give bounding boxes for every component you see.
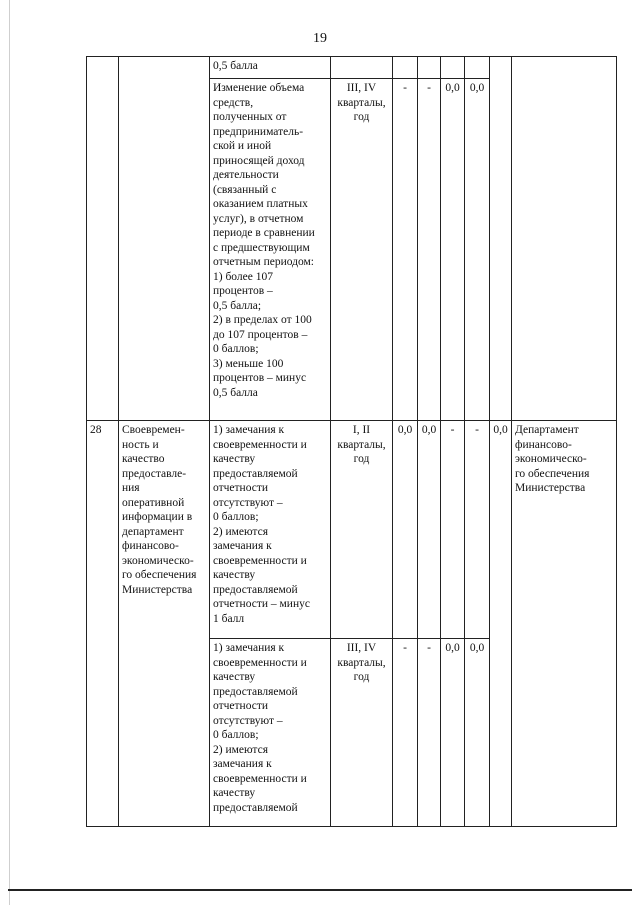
criteria-table [86,56,617,827]
cell-value: - [418,639,441,827]
cell-value [441,57,465,79]
cell-value: 0,0 [441,79,465,421]
page-bottom-rule [8,889,632,891]
cell-value: - [393,79,418,421]
cell-value: 0,0 [465,639,490,827]
cell-value [418,57,441,79]
cell-responsible [512,57,617,421]
cell-value [393,57,418,79]
cell-value: 0,0 [393,421,418,639]
cell-value: 0,0 [490,421,512,827]
cell-responsible: Департамент финансово- экономическо- го обеспечения Министерства [512,421,617,827]
cell-criteria: 1) замечания к своевременности и качеству предоставляемой отчетности отсутствуют – 0 баллов; 2) имеются замечания к своевременности и качеству предоставляемой отчетности – минус 1 балл [210,421,331,639]
cell-period: III, IV кварталы, год [331,79,393,421]
cell-criteria: 0,5 балла [210,57,331,79]
cell-value: - [393,639,418,827]
table-row [87,421,617,639]
left-margin-line [9,0,10,905]
cell-criteria: Изменение объема средств, полученных от предприниматель- ской и иной приносящей доход деятельности (связанный с оказанием платных услуг), в отчетном периоде в сравнении с предшествующим отчетным периодом: 1) более 107 процентов – 0,5 балла; 2) в пределах от 100 до 107 процентов – 0 баллов; 3) меньше 100 процентов – минус 0,5 балла [210,79,331,421]
cell-value: 0,0 [441,639,465,827]
page-number: 19 [313,31,327,46]
cell-criteria: 1) замечания к своевременности и качеству предоставляемой отчетности отсутствуют – 0 баллов; 2) имеются замечания к своевременности и качеству предоставляемой [210,639,331,827]
cell-value [465,57,490,79]
cell-period: I, II кварталы, год [331,421,393,639]
cell-num: 28 [87,421,119,827]
cell-value: - [441,421,465,639]
table-row [87,57,617,79]
cell-period [331,57,393,79]
cell-period: III, IV кварталы, год [331,639,393,827]
cell-num [87,57,119,421]
cell-indicator-name: Своевремен- ность и качество предоставле- ния оперативной информации в департамент финансово- экономическо- го обеспечения Министерства [119,421,210,827]
cell-value: 0,0 [418,421,441,639]
cell-value: - [418,79,441,421]
cell-indicator-name [119,57,210,421]
cell-value: 0,0 [465,79,490,421]
cell-value: - [465,421,490,639]
cell-value [490,57,512,421]
